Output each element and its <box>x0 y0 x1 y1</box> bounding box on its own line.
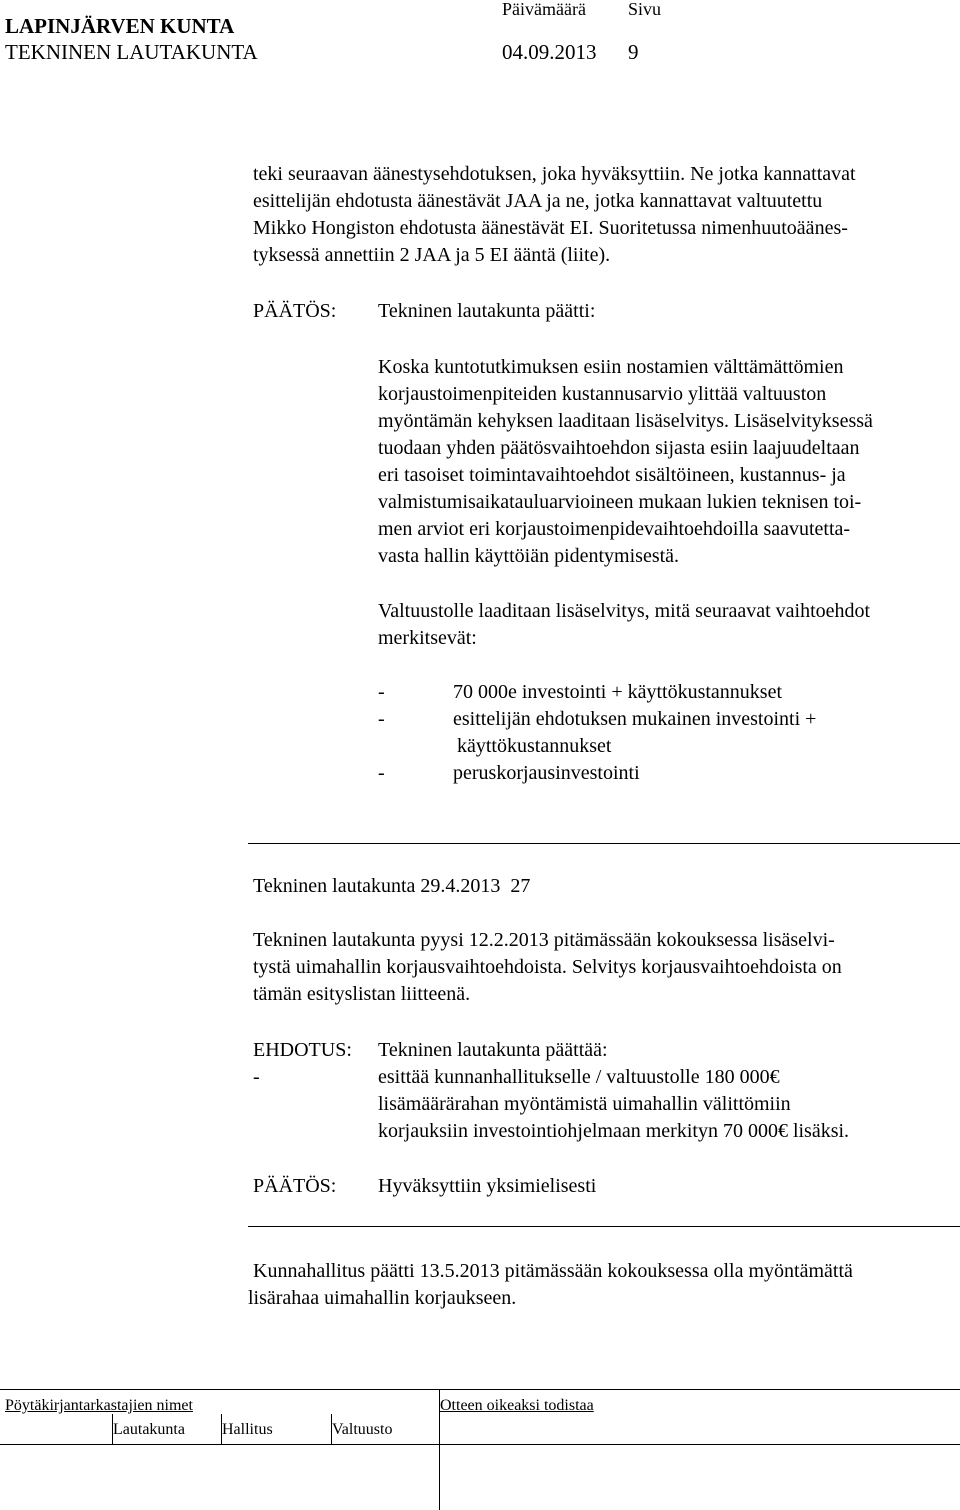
proposal-line: esittää kunnanhallitukselle / valtuustolle 180 000€ <box>378 1066 780 1088</box>
intro-paragraph <box>253 161 856 269</box>
history-line: tämän esityslistan liitteenä. <box>253 983 471 1005</box>
header-date: 04.09.2013 <box>502 40 597 64</box>
footer-signature-rule <box>0 1444 440 1445</box>
bullet-dash: - <box>378 762 385 784</box>
decision-heading: Tekninen lautakunta päätti: <box>378 300 596 322</box>
proposal-line: korjauksiin investointiohjelmaan merkityn 70 000€ lisäksi. <box>378 1120 850 1142</box>
bullet-text: käyttökustannukset <box>457 735 612 757</box>
history-line: Tekninen lautakunta pyysi 12.2.2013 pitämässään kokouksessa lisäselvi- <box>253 929 835 951</box>
history-paragraph <box>253 927 842 1008</box>
intro-line: Mikko Hongiston ehdotusta äänestävät EI. Suoritetussa nimenhuutoäänes- <box>253 217 848 239</box>
decision-paragraph-2 <box>378 598 870 652</box>
decision-line: Koska kuntotutkimuksen esiin nostamien välttämättömien <box>378 356 844 378</box>
decision-line: valmistumisaikatauluarvioineen mukaan lukien teknisen toi- <box>378 491 862 513</box>
council-line: lisärahaa uimahallin korjaukseen. <box>248 1287 517 1309</box>
decision-line: tuodaan yhden päätösvaihtoehdon sijasta esiin laajuudeltaan <box>378 437 860 459</box>
header-date-label: Päivämäärä <box>502 0 586 19</box>
footer-certify-label: Otteen oikeaksi todistaa <box>440 1397 594 1414</box>
footer-divider <box>221 1414 222 1444</box>
footer-divider <box>112 1414 113 1444</box>
proposal-dash: - <box>253 1066 260 1088</box>
footer-checkers-label: Pöytäkirjantarkastajien nimet <box>5 1397 193 1414</box>
footer-board-valtuusto: Valtuusto <box>332 1421 393 1438</box>
decision-label: PÄÄTÖS: <box>253 300 337 322</box>
proposal-heading: Tekninen lautakunta päättää: <box>378 1039 608 1061</box>
proposal-text <box>378 1064 849 1145</box>
footer-divider <box>331 1414 332 1444</box>
proposal-line: lisämäärärahan myöntämistä uimahallin välittömiin <box>378 1093 791 1115</box>
footer-signature-rule <box>440 1444 960 1445</box>
header-page-number: 9 <box>628 40 639 64</box>
decision-line: eri tasoiset toimintavaihtoehdot sisältöineen, kustannus- ja <box>378 464 846 486</box>
footer-board-hallitus: Hallitus <box>222 1421 273 1438</box>
history-reference: Tekninen lautakunta 29.4.2013 27 <box>253 875 531 897</box>
intro-line: teki seuraavan äänestysehdotuksen, joka hyväksyttiin. Ne jotka kannattavat <box>253 163 856 185</box>
proposal-label: EHDOTUS: <box>253 1039 352 1061</box>
separator-line <box>248 1226 960 1227</box>
header-page-label: Sivu <box>628 0 662 19</box>
separator-line <box>248 843 960 844</box>
footer-top-rule <box>0 1389 960 1390</box>
decision-line: vasta hallin käyttöiän pidentymisestä. <box>378 545 680 567</box>
bullet-dash: - <box>378 708 385 730</box>
intro-line: tyksessä annettiin 2 JAA ja 5 EI ääntä (liite). <box>253 244 611 266</box>
decision-line: korjaustoimenpiteiden kustannusarvio ylittää valtuuston <box>378 383 827 405</box>
decision-line: merkitsevät: <box>378 627 477 649</box>
decision-2-label: PÄÄTÖS: <box>253 1175 337 1197</box>
footer-divider <box>439 1389 440 1510</box>
intro-line: esittelijän ehdotusta äänestävät JAA ja ne, jotka kannattavat valtuutettu <box>253 190 823 212</box>
decision-line: Valtuustolle laaditaan lisäselvitys, mitä seuraavat vaihtoehdot <box>378 600 871 622</box>
bullet-text: esittelijän ehdotuksen mukainen investointi + <box>453 708 817 730</box>
bullet-text: peruskorjausinvestointi <box>453 762 640 784</box>
decision-2-text: Hyväksyttiin yksimielisesti <box>378 1175 597 1197</box>
bullet-text: 70 000e investointi + käyttökustannukset <box>453 681 783 703</box>
header-org: LAPINJÄRVEN KUNTA <box>5 14 235 38</box>
header-board: TEKNINEN LAUTAKUNTA <box>5 40 258 64</box>
history-line: tystä uimahallin korjausvaihtoehdoista. Selvitys korjausvaihtoehdoista on <box>253 956 842 978</box>
decision-line: men arviot eri korjaustoimenpidevaihtoehdoilla saavutetta- <box>378 518 851 540</box>
footer-board-lautakunta: Lautakunta <box>113 1421 185 1438</box>
decision-line: myöntämän kehyksen laaditaan lisäselvitys. Lisäselvityksessä <box>378 410 873 432</box>
decision-paragraph <box>378 354 873 570</box>
bullet-dash: - <box>378 681 385 703</box>
council-line: Kunnahallitus päätti 13.5.2013 pitämässään kokouksessa olla myöntämättä <box>253 1260 853 1282</box>
